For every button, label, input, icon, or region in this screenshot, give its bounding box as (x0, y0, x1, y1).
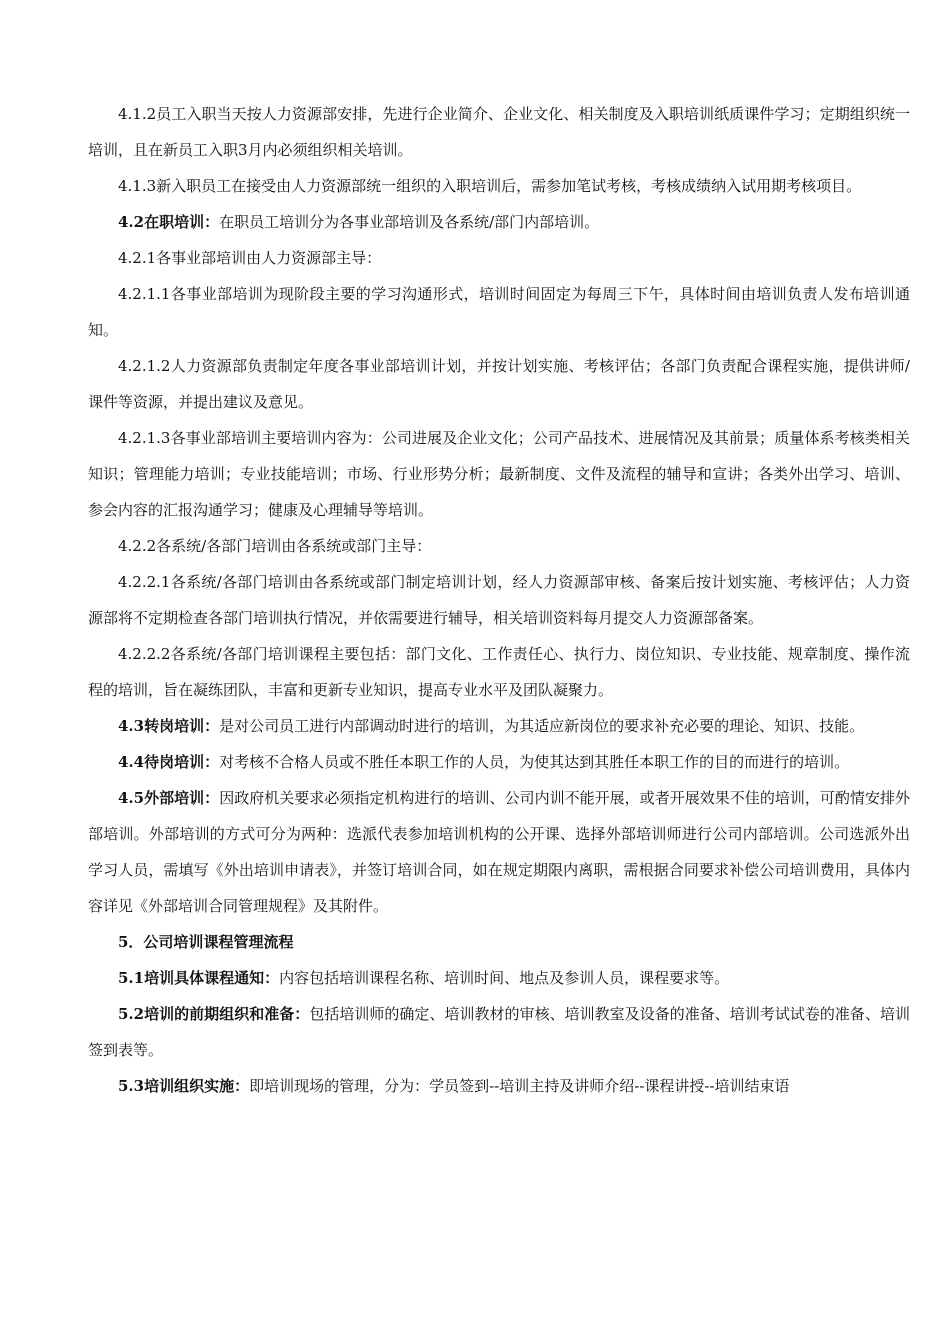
paragraph-lead: 4.4待岗培训： (118, 753, 220, 771)
section-heading-text: 5．公司培训课程管理流程 (118, 933, 294, 951)
paragraph-4-3 (88, 708, 910, 744)
section-heading-5 (88, 924, 910, 960)
document-body (88, 96, 910, 1104)
paragraph-4-2-1-3 (88, 420, 910, 528)
paragraph-text: 内容包括培训课程名称、培训时间、地点及参训人员，课程要求等。 (279, 969, 730, 987)
paragraph-text: 4.2.1各事业部培训由人力资源部主导： (118, 249, 382, 267)
paragraph-lead: 5.2培训的前期组织和准备： (118, 1005, 310, 1023)
paragraph-4-5 (88, 780, 910, 924)
paragraph-text: 对考核不合格人员或不胜任本职工作的人员，为使其达到其胜任本职工作的目的而进行的培训。 (219, 753, 850, 771)
paragraph-5-2 (88, 996, 910, 1068)
paragraph-lead: 4.5外部培训： (118, 789, 220, 807)
paragraph-4-1-2 (88, 96, 910, 168)
paragraph-5-1 (88, 960, 910, 996)
paragraph-4-2 (88, 204, 910, 240)
paragraph-text: 4.2.2各系统/各部门培训由各系统或部门主导： (118, 537, 432, 555)
paragraph-lead: 5.1培训具体课程通知： (118, 969, 280, 987)
paragraph-lead: 5.3培训组织实施： (118, 1077, 250, 1095)
paragraph-4-2-1-1 (88, 276, 910, 348)
paragraph-lead: 4.3转岗培训： (118, 717, 220, 735)
paragraph-text: 4.1.3新入职员工在接受由人力资源部统一组织的入职培训后，需参加笔试考核，考核成绩纳入试用期考核项目。 (118, 177, 862, 195)
paragraph-4-2-1 (88, 240, 910, 276)
paragraph-4-4 (88, 744, 910, 780)
paragraph-text: 即培训现场的管理，分为：学员签到--培训主持及讲师介绍--课程讲授--培训结束语 (249, 1077, 790, 1095)
paragraph-text: 因政府机关要求必须指定机构进行的培训、公司内训不能开展，或者开展效果不佳的培训，可酌情安排外部培训。外部培训的方式可分为两种：选派代表参加培训机构的公开课、选择外部培训师进行公司内部培训。公司选派外出学习人员，需填写《外出培训申请表》，并签订培训合同，如在规定期限内离职，需根据合同要求补偿公司培训费用，具体内容详见《外部培训合同管理规程》及其附件。 (88, 789, 910, 915)
paragraph-text: 4.2.1.1各事业部培训为现阶段主要的学习沟通形式，培训时间固定为每周三下午，具体时间由培训负责人发布培训通知。 (88, 285, 910, 339)
paragraph-text: 在职员工培训分为各事业部培训及各系统/部门内部培训。 (219, 213, 600, 231)
paragraph-text: 4.2.1.3各事业部培训主要培训内容为：公司进展及企业文化；公司产品技术、进展情况及其前景；质量体系考核类相关知识；管理能力培训；专业技能培训；市场、行业形势分析；最新制度、文件及流程的辅导和宣讲；各类外出学习、培训、参会内容的汇报沟通学习；健康及心理辅导等培训。 (88, 429, 910, 519)
paragraph-text: 4.2.1.2人力资源部负责制定年度各事业部培训计划，并按计划实施、考核评估；各部门负责配合课程实施，提供讲师/课件等资源，并提出建议及意见。 (88, 357, 910, 411)
paragraph-text: 4.1.2员工入职当天按人力资源部安排，先进行企业简介、企业文化、相关制度及入职培训纸质课件学习；定期组织统一培训，且在新员工入职3月内必须组织相关培训。 (88, 105, 910, 159)
paragraph-lead: 4.2在职培训： (118, 213, 220, 231)
paragraph-4-2-2-2 (88, 636, 910, 708)
paragraph-4-2-1-2 (88, 348, 910, 420)
paragraph-text: 4.2.2.2各系统/各部门培训课程主要包括：部门文化、工作责任心、执行力、岗位知识、专业技能、规章制度、操作流程的培训，旨在凝练团队，丰富和更新专业知识，提高专业水平及团队凝聚力。 (88, 645, 910, 699)
paragraph-5-3 (88, 1068, 910, 1104)
paragraph-4-1-3 (88, 168, 910, 204)
paragraph-4-2-2-1 (88, 564, 910, 636)
paragraph-4-2-2 (88, 528, 910, 564)
paragraph-text: 4.2.2.1各系统/各部门培训由各系统或部门制定培训计划，经人力资源部审核、备案后按计划实施、考核评估；人力资源部将不定期检查各部门培训执行情况，并依需要进行辅导，相关培训资料每月提交人力资源部备案。 (88, 573, 910, 627)
paragraph-text: 包括培训师的确定、培训教材的审核、培训教室及设备的准备、培训考试试卷的准备、培训签到表等。 (88, 1005, 910, 1059)
paragraph-text: 是对公司员工进行内部调动时进行的培训，为其适应新岗位的要求补充必要的理论、知识、技能。 (219, 717, 865, 735)
